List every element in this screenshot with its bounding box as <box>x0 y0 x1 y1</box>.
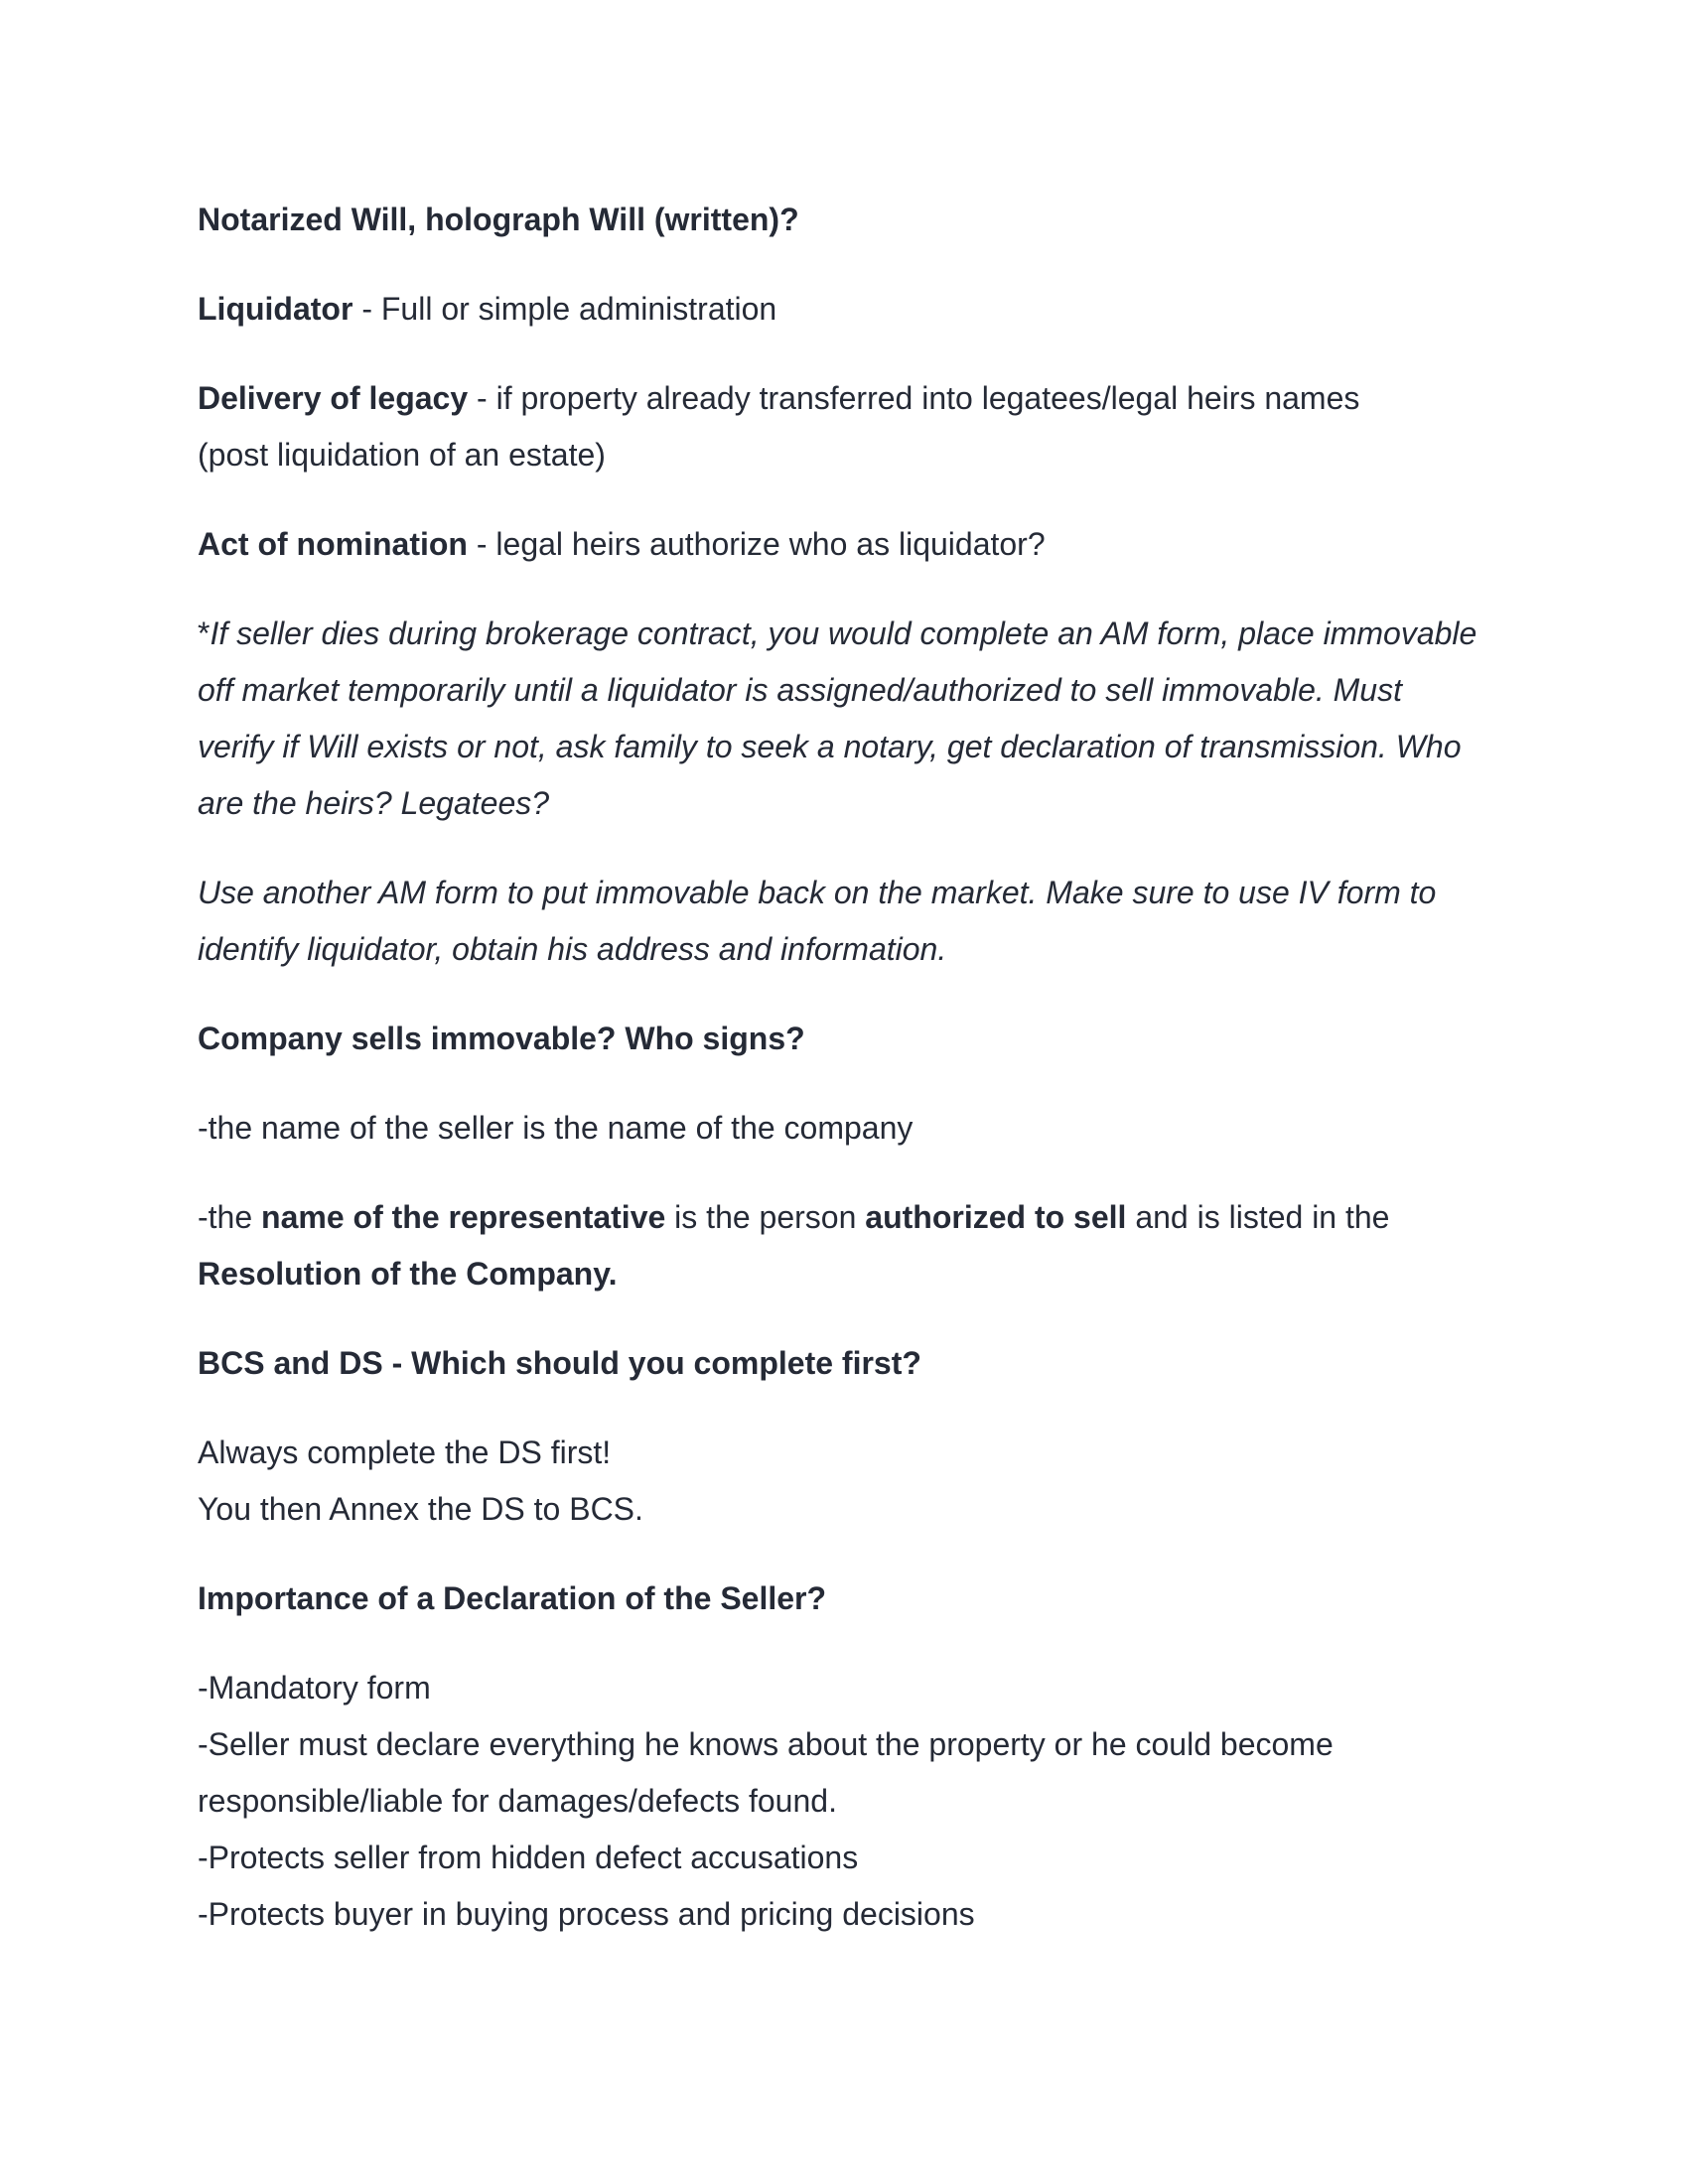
note-seller-dies <box>198 606 1478 832</box>
nomination-paragraph <box>198 516 1508 573</box>
heading-declaration-text: Importance of a Declaration of the Seller? <box>198 1580 827 1616</box>
liquidator-text: - Full or simple administration <box>352 291 777 327</box>
heading-text: Notarized Will, holograph Will (written)? <box>198 202 799 237</box>
declaration-item: -Protects buyer in buying process and pricing decisions <box>198 1896 975 1932</box>
bcs-lines <box>198 1425 1508 1538</box>
company-line-2 <box>198 1189 1409 1302</box>
declaration-item: -Mandatory form <box>198 1670 431 1706</box>
asterisk: * <box>198 615 211 651</box>
declaration-item: -Seller must declare everything he knows about the property or he could become responsible/liable for damages/defects found. <box>198 1726 1334 1819</box>
term-delivery: Delivery of legacy <box>198 380 469 416</box>
heading-declaration <box>198 1570 1508 1627</box>
text: and is listed in the <box>1126 1199 1390 1235</box>
company-line-1: -the name of the seller is the name of the company <box>198 1110 914 1146</box>
bcs-line-2: You then Annex the DS to BCS. <box>198 1491 643 1527</box>
heading-will <box>198 192 1508 248</box>
heading-bcs <box>198 1335 1508 1392</box>
heading-company-text: Company sells immovable? Who signs? <box>198 1021 805 1056</box>
delivery-text: - if property already transferred into legatees/legal heirs names <box>468 380 1360 416</box>
declaration-item: -Protects seller from hidden defect accusations <box>198 1840 859 1875</box>
note-am-form <box>198 865 1478 978</box>
bcs-line-1: Always complete the DS first! <box>198 1434 612 1470</box>
bold-authorized: authorized to sell <box>865 1199 1127 1235</box>
delivery-text-2: (post liquidation of an estate) <box>198 437 606 473</box>
bold-resolution: Resolution of the Company. <box>198 1256 618 1292</box>
document-page <box>198 192 1508 1943</box>
delivery-paragraph <box>198 370 1488 483</box>
heading-company <box>198 1011 1508 1067</box>
heading-bcs-text: BCS and DS - Which should you complete first? <box>198 1345 921 1381</box>
liquidator-paragraph <box>198 281 1508 338</box>
term-liquidator: Liquidator <box>198 291 353 327</box>
note-seller-dies-text: If seller dies during brokerage contract, you would complete an AM form, place immovable off market temporarily until a liquidator is assigned/authorized to sell immovable. Must verify if Will exists or not, ask family to seek a notary, get declaration of transmission. Who are the heirs? Legatees? <box>198 615 1477 821</box>
text: -the <box>198 1199 262 1235</box>
note-am-form-text: Use another AM form to put immovable back on the market. Make sure to use IV form to identify liquidator, obtain his address and information. <box>198 875 1437 967</box>
text: is the person <box>665 1199 866 1235</box>
nomination-text: - legal heirs authorize who as liquidator? <box>467 526 1046 562</box>
term-nomination: Act of nomination <box>198 526 468 562</box>
bold-representative: name of the representative <box>261 1199 666 1235</box>
